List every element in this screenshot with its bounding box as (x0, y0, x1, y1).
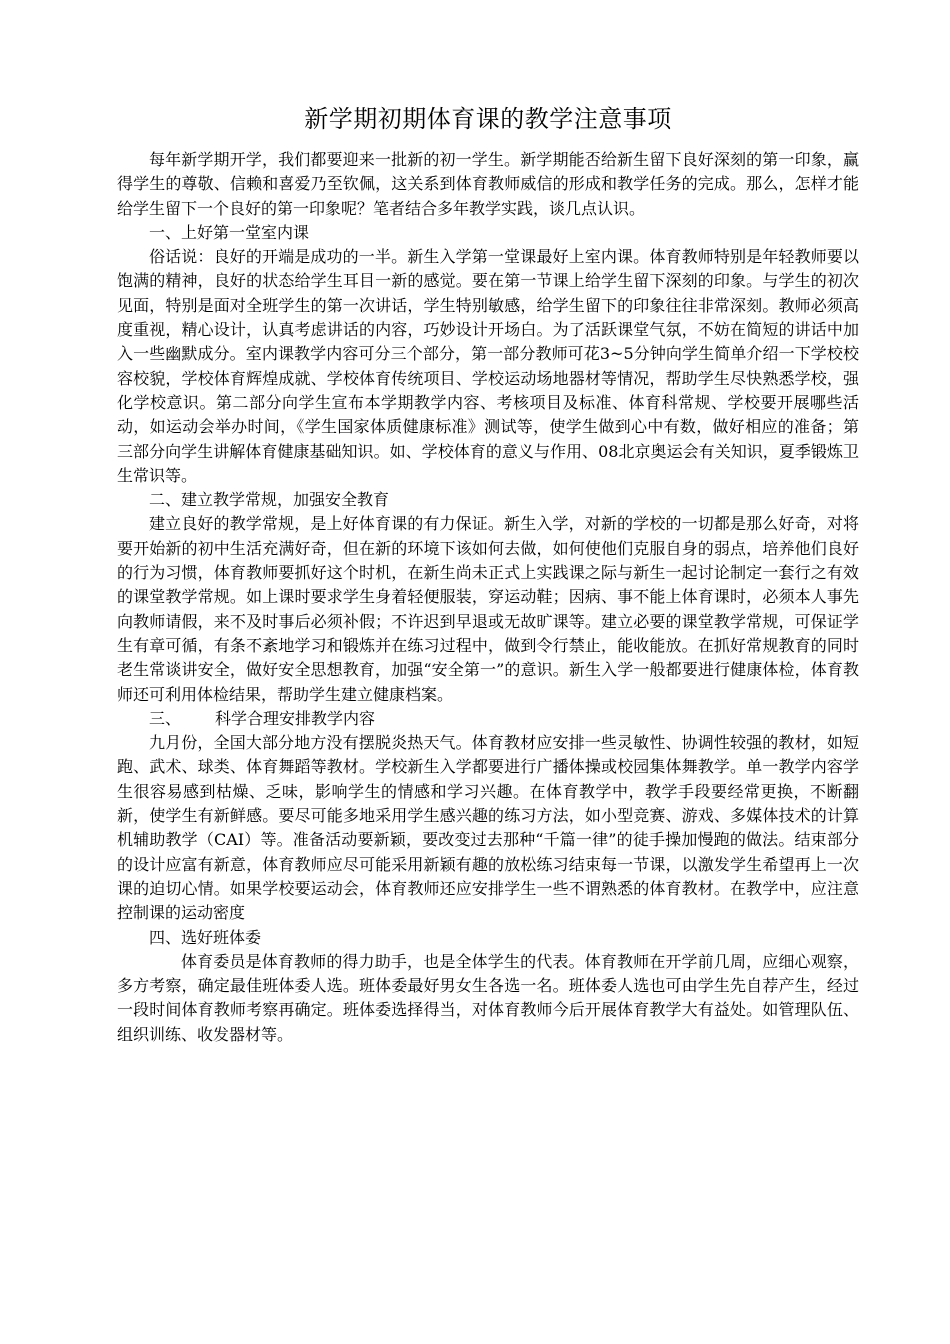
intro-paragraph: 每年新学期开学，我们都要迎来一批新的初一学生。新学期能否给新生留下良好深刻的第一印象，赢得学生的尊敬、信赖和喜爱乃至钦佩，这关系到体育教师威信的形成和教学任务的完成。那么，怎样才能给学生留下一个良好的第一印象呢？笔者结合多年教学实践，谈几点认识。 (117, 150, 859, 218)
section-heading-3 (117, 707, 859, 731)
document-content (117, 100, 859, 1047)
section-body-1: 俗话说：良好的开端是成功的一半。新生入学第一堂课最好上室内课。体育教师特别是年轻教师要以饱满的精神，良好的状态给学生耳目一新的感觉。要在第一节课上给学生留下深刻的印象。与学生的初次见面，特别是面对全班学生的第一次讲话，学生特别敏感，给学生留下的印象往往非常深刻。教师必须高度重视，精心设计，认真考虑讲话的内容，巧妙设计开场白。为了活跃课堂气氛，不妨在简短的讲话中加入一些幽默成分。室内课教学内容可分三个部分，第一部分教师可花3~5分钟向学生简单介绍一下学校校容校貌，学校体育辉煌成就、学校体育传统项目、学校运动场地器材等情况，帮助学生尽快熟悉学校，强化学校意识。第二部分向学生宣布本学期教学内容、考核项目及标准、体育科常规、学校要开展哪些活动，如运动会举办时间，《学生国家体质健康标准》测试等，使学生做到心中有数，做好相应的准备；第三部分向学生讲解体育健康基础知识。如、学校体育的意义与作用、08北京奥运会有关知识，夏季锻炼卫生常识等。 (117, 247, 859, 485)
section-heading-4: 四、选好班体委 (149, 927, 262, 947)
section-heading-3-text: 科学合理安排教学内容 (215, 708, 376, 728)
section-body-3: 九月份，全国大部分地方没有摆脱炎热天气。体育教材应安排一些灵敏性、协调性较强的教材，如短跑、武术、球类、体育舞蹈等教材。学校新生入学都要进行广播体操或校园集体舞教学。单一教学内容学生很容易感到枯燥、乏味，影响学生的情感和学习兴趣。在体育教学中，教学手段要经常更换，不断翻新，使学生有新鲜感。要尽可能多地采用学生感兴趣的练习方法，如小型竞赛、游戏、多媒体技术的计算机辅助教学（CAI）等。准备活动要新颖，要改变过去那种“千篇一律”的徒手操加慢跑的做法。结束部分的设计应富有新意，体育教师应尽可能采用新颖有趣的放松练习结束每一节课，以激发学生希望再上一次课的迫切心情。如果学校要运动会，体育教师还应安排学生一些不谓熟悉的体育教材。在教学中，应注意控制课的运动密度 (117, 733, 859, 923)
section-body-2: 建立良好的教学常规，是上好体育课的有力保证。新生入学，对新的学校的一切都是那么好奇，对将要开始新的初中生活充满好奇，但在新的环境下该如何去做，如何使他们克服自身的弱点，培养他们良好的行为习惯，体育教师要抓好这个时机，在新生尚未正式上实践课之际与新生一起讨论制定一套行之有效的课堂教学常规。如上课时要求学生身着轻便服装，穿运动鞋；因病、事不能上体育课时，必须本人事先向教师请假，来不及时事后必须补假；不许迟到早退或无故旷课等。建立必要的课堂教学常规，可保证学生有章可循，有条不紊地学习和锻炼并在练习过程中，做到令行禁止，能收能放。在抓好常规教育的同时老生常谈讲安全，做好安全思想教育，加强“安全第一”的意识。新生入学一般都要进行健康体检，体育教师还可利用体检结果，帮助学生建立健康档案。 (117, 514, 859, 704)
document-title: 新学期初期体育课的教学注意事项 (304, 105, 672, 133)
section-heading-3-number: 三、 (149, 708, 182, 728)
section-heading-2: 二、建立教学常规，加强安全教育 (149, 490, 390, 510)
section-heading-1: 一、上好第一堂室内课 (149, 222, 310, 242)
section-body-4: 体育委员是体育教师的得力助手，也是全体学生的代表。体育教师在开学前几周，应细心观察，多方考察，确定最佳班体委人选。班体委最好男女生各选一名。班体委人选也可由学生先自荐产生，经过一段时间体育教师考察再确定。班体委选择得当，对体育教师今后开展体育教学大有益处。如管理队伍、组织训练、收发器材等。 (117, 951, 859, 1044)
